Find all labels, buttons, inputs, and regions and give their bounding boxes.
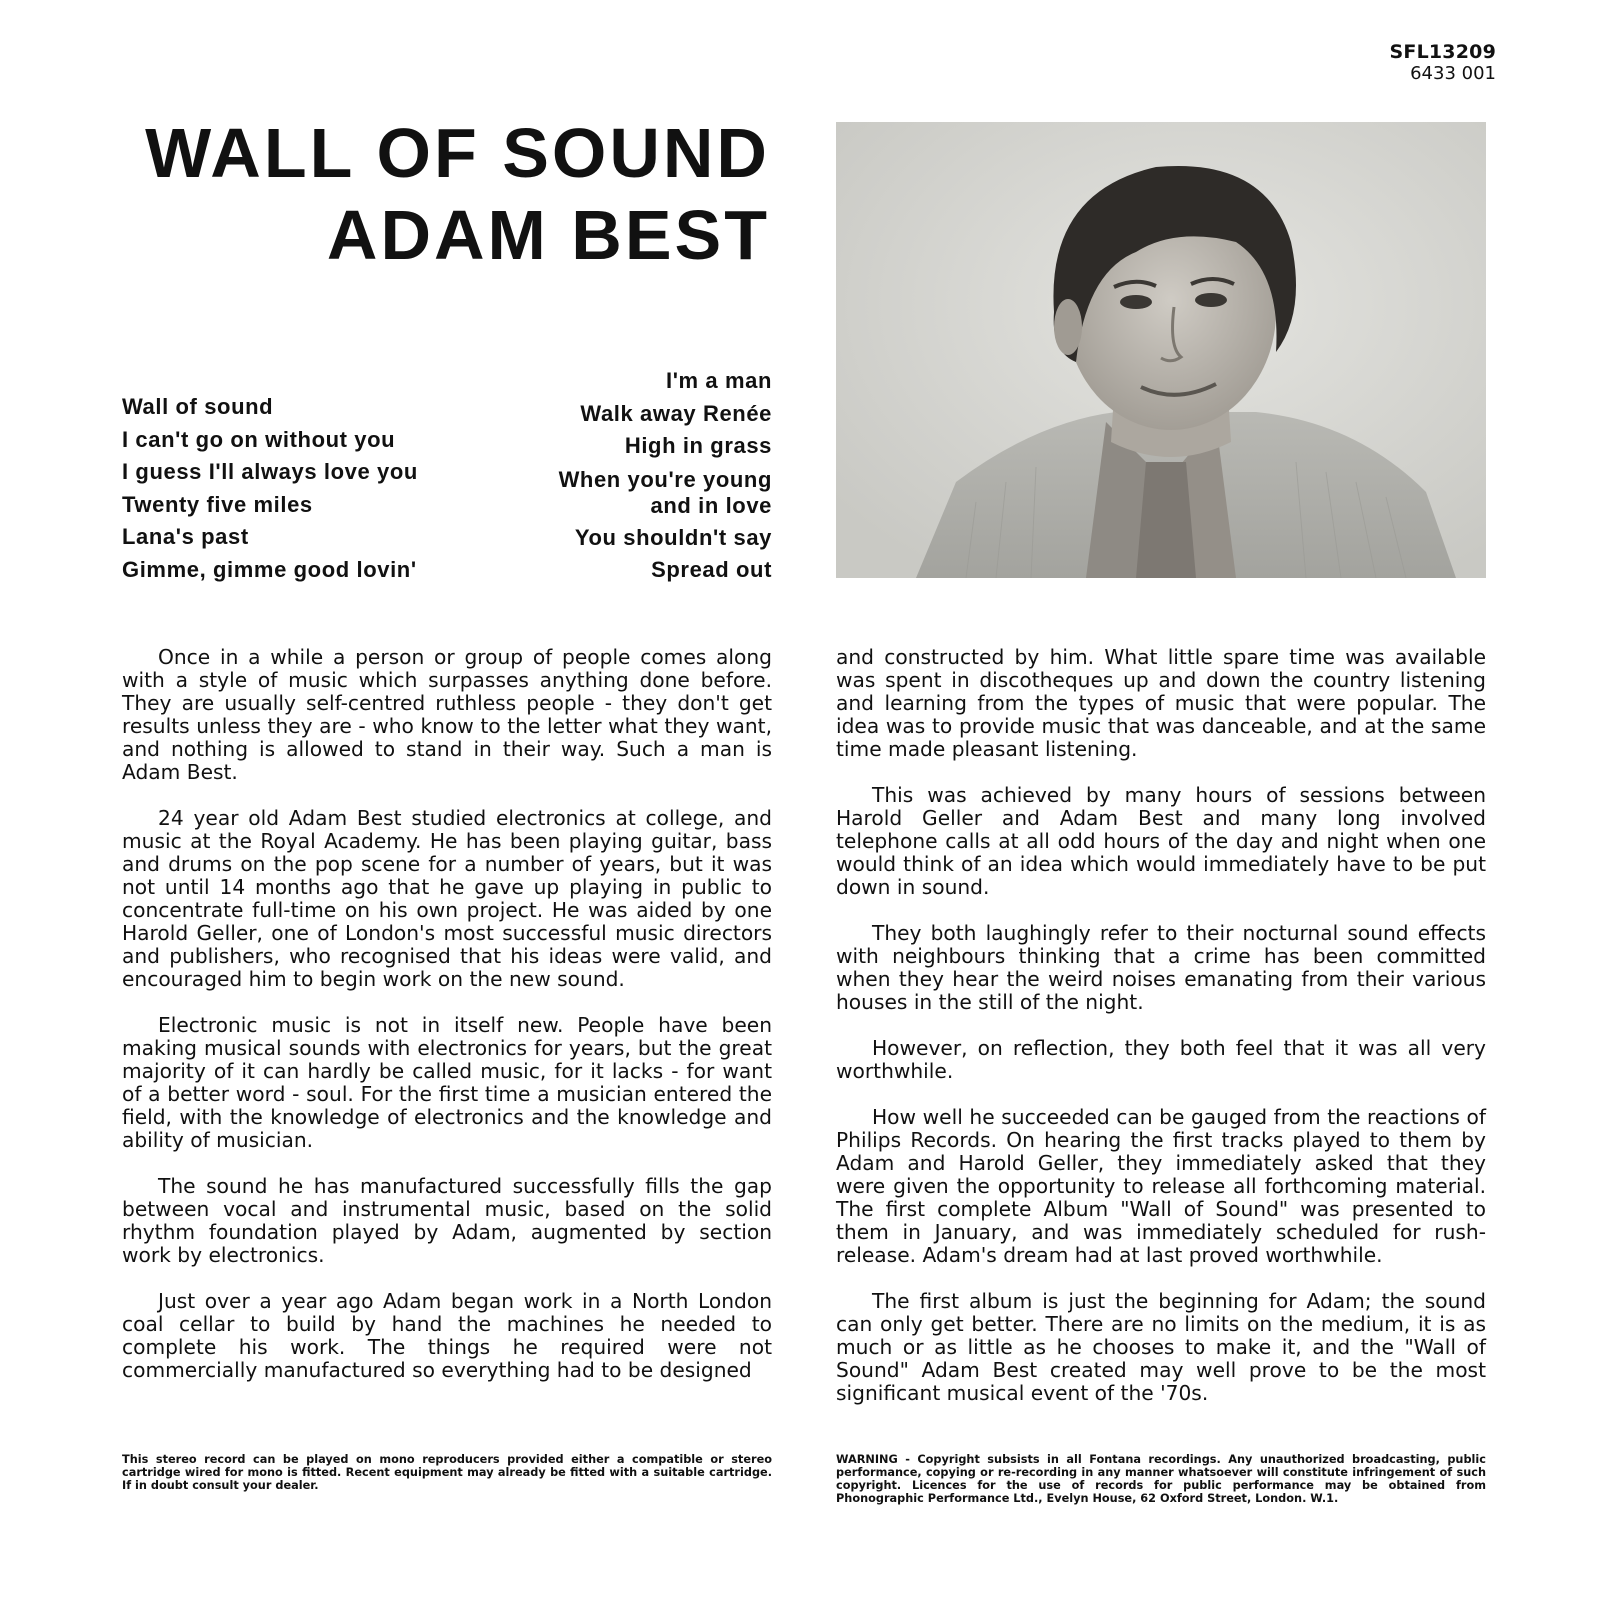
liner-notes-paragraph: 24 year old Adam Best studied electronics at college, and music at the Royal Academy. He has been playing guitar, bass and drums on the pop scene for a number of years, but it was not until 14 months ago that he gave up playing in public to concentrate full-time on his own project. He was aided by one Harold Geller, one of London's most successful music directors and publishers, who recognised that his ideas were valid, and encouraged him to begin work on the new sound. xyxy=(122,806,772,991)
album-title: WALL OF SOUND xyxy=(145,114,770,192)
liner-notes-paragraph: They both laughingly refer to their nocturnal sound effects with neighbours thinking that a crime has been committed when they hear the weird noises emanating from their various houses in the still of the night. xyxy=(836,921,1486,1014)
liner-notes-paragraph: Electronic music is not in itself new. People have been making musical sounds with electronics for years, but the great majority of it can hardly be called music, for it lacks - for want of a better word - soul. For the first time a musician entered the field, with the knowledge of electronics and the knowledge and ability of musician. xyxy=(122,1013,772,1152)
stereo-notice: This stereo record can be played on mono reproducers provided either a compatible or stereo cartridge wired for mono is fitted. Recent equipment may already be fitted with a suitable cartridge. If in doubt consult your dealer. xyxy=(122,1453,772,1492)
liner-notes-paragraph: and constructed by him. What little spare time was available was spent in discotheques up and down the country listening and learning from the types of music that were popular. The idea was to provide music that was danceable, and at the same time made pleasant listening. xyxy=(836,645,1486,761)
track-list-side-two xyxy=(472,365,772,587)
track-item: Gimme, gimme good lovin' xyxy=(122,556,417,582)
liner-notes-left-column xyxy=(122,646,772,1405)
catalog-numbers xyxy=(1390,41,1496,85)
artist-name: ADAM BEST xyxy=(326,196,770,274)
liner-notes-paragraph: However, on reflection, they both feel that it was all very worthwhile. xyxy=(836,1036,1486,1083)
track-item: I'm a man xyxy=(665,368,772,393)
catalog-code: SFL13209 xyxy=(1389,41,1496,63)
track-item: Spread out xyxy=(651,557,772,582)
liner-notes-right-column xyxy=(836,646,1486,1428)
liner-notes-paragraph: How well he succeeded can be gauged from the reactions of Philips Records. On hearing the first tracks played to them by Adam and Harold Geller, they immediately asked that they were given the opportunity to release all forthcoming material. The first complete Album "Wall of Sound" was presented to them in January, and was immediately scheduled for rush-release. Adam's dream had at last proved worthwhile. xyxy=(836,1105,1486,1267)
liner-notes-paragraph: The first album is just the beginning for Adam; the sound can only get better. There are no limits on the medium, it is as much or as little as he chooses to make it, and the "Wall of Sound" Adam Best created may well prove to be the most significant musical event of the '70s. xyxy=(836,1289,1486,1405)
track-item: High in grass xyxy=(624,433,772,458)
liner-notes-paragraph: This was achieved by many hours of sessions between Harold Geller and Adam Best and many long involved telephone calls at all odd hours of the day and night when one would think of an idea which would immediately have to be put down in sound. xyxy=(836,783,1486,899)
artist-portrait-image xyxy=(836,122,1486,578)
track-item: I guess I'll always love you xyxy=(122,459,418,484)
track-title-line-2: and in love xyxy=(650,492,772,518)
track-item: Twenty five miles xyxy=(122,491,313,517)
track-item: Walk away Renée xyxy=(580,400,772,426)
track-item xyxy=(472,463,772,522)
track-item: You shouldn't say xyxy=(574,524,772,550)
track-list-side-one xyxy=(122,391,522,586)
liner-notes-paragraph: Once in a while a person or group of people comes along with a style of music which surpasses anything done before. They are usually self-centred ruthless people - they don't get results unless they are - who know to the letter what they want, and nothing is allowed to stand in their way. Such a man is Adam Best. xyxy=(122,645,772,784)
catalog-number: 6433 001 xyxy=(1410,63,1496,84)
album-title-block xyxy=(120,112,770,276)
liner-notes-paragraph: The sound he has manufactured successfully fills the gap between vocal and instrumental music, based on the solid rhythm foundation played by Adam, augmented by section work by electronics. xyxy=(122,1174,772,1267)
artist-photo xyxy=(836,122,1486,578)
track-item: Lana's past xyxy=(122,524,249,549)
track-title-line-1: When you're young xyxy=(558,466,772,492)
track-item: Wall of sound xyxy=(122,394,274,419)
copyright-warning: WARNING - Copyright subsists in all Fontana recordings. Any unauthorized broadcasting, public performance, copying or re-recording in any manner whatsoever will constitute infringement of such copyright. Licences for the use of records for public performance may be obtained from Phonographic Performance Ltd., Evelyn House, 62 Oxford Street, London. W.1. xyxy=(836,1453,1486,1505)
track-item: I can't go on without you xyxy=(122,426,396,452)
liner-notes-paragraph: Just over a year ago Adam began work in a North London coal cellar to build by hand the machines he needed to complete his work. The things he required were not commercially manufactured so everything had to be designed xyxy=(122,1289,772,1382)
